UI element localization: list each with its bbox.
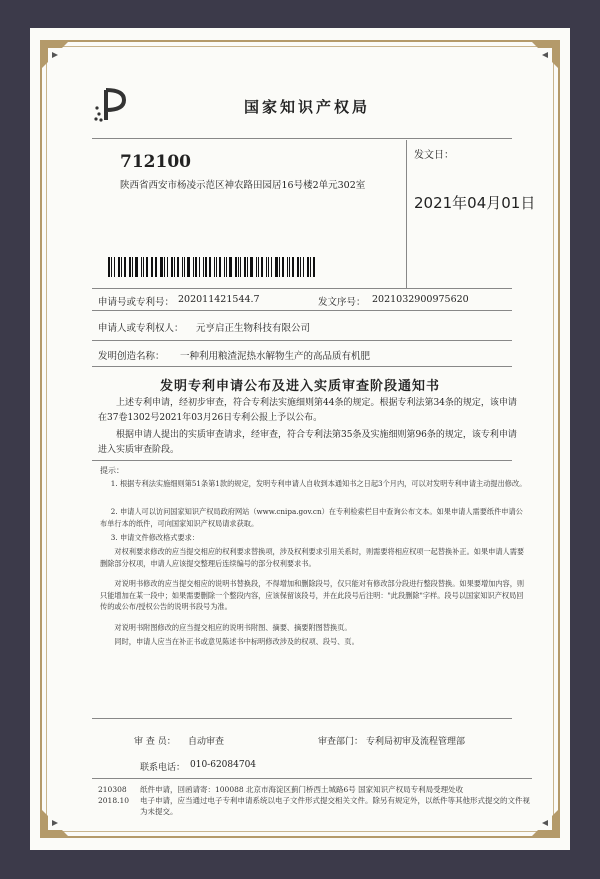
notice-title: 发明专利申请公布及进入实质审查阶段通知书 [159, 379, 440, 394]
barcode-bar [182, 257, 184, 277]
barcode-bar [174, 257, 175, 277]
send-date: 2021年04月01日 [414, 194, 536, 212]
send-date-label: 发文日： [414, 150, 454, 161]
barcode-bar [310, 257, 311, 277]
corner-ornament-icon [530, 40, 560, 70]
examiner-label: 审 查 员： [134, 737, 176, 747]
barcode-bar [307, 257, 309, 277]
recipient-address: 陕西省西安市杨凌示范区神农路田园居16号楼2单元302室 [120, 180, 366, 191]
barcode-bar [146, 257, 148, 277]
barcode-bar [141, 257, 142, 277]
barcode-bar [167, 257, 168, 277]
applicant-label: 申请人或专利权人： [98, 323, 184, 334]
tip-item: 同时，申请人应当在补正书或意见陈述书中标明修改涉及的权项、段号、页。 [114, 637, 359, 646]
barcode-bar [214, 257, 215, 277]
document-number-label: 发文序号： [318, 297, 366, 308]
tip-item: 对说明书附图修改的应当提交相应的说明书附图、摘要、摘要附图替换页。 [114, 623, 352, 632]
tip-item: 2. 申请人可以访问国家知识产权局政府网站（www.cnipa.gov.cn）在专利检索栏目中查询公布文本。如果申请人需要纸件申请公布单行本的纸件，可向国家知识产权局请求获取。 [100, 507, 523, 528]
corner-ornament-icon [40, 40, 70, 70]
barcode-bar [195, 257, 197, 277]
barcode-bar [256, 257, 257, 277]
divider [92, 460, 512, 461]
barcode-bar [287, 257, 288, 277]
barcode-bar [240, 257, 241, 277]
footer-electronic-filing: 电子申请，应当通过电子专利申请系统以电子文件形式提交相关文件。除另有规定外，以纸件等其他形式提交的文件视为未提交。 [140, 796, 530, 816]
corner-ornament-icon [40, 808, 70, 838]
barcode-bar [282, 257, 284, 277]
application-number: 202011421544.7 [178, 294, 260, 305]
examiner-name: 自动审查 [188, 737, 225, 747]
barcode-bar [266, 257, 268, 277]
form-code: 210308 [98, 785, 127, 794]
barcode-bar [271, 257, 272, 277]
document-number: 2021032900975620 [372, 294, 469, 305]
barcode-bar [313, 257, 315, 277]
barcode-bar [275, 257, 278, 277]
tip-item: 3. 申请文件修改格式要求： [110, 533, 200, 542]
divider [92, 138, 512, 139]
barcode-bar [108, 257, 110, 277]
notice-paragraph-publication: 上述专利申请，经初步审查，符合专利法实施细则第44条的规定。根据专利法第34条的规定，该申请在37卷1302号2021年03月26日专利公报上予以公布。 [98, 398, 517, 423]
barcode-bar [244, 257, 246, 277]
applicant-name: 元亨启正生物科技有限公司 [196, 323, 311, 334]
barcode-bar [203, 257, 204, 277]
barcode-bar [151, 257, 152, 277]
barcode-bar [292, 257, 294, 277]
barcode-bar [235, 257, 237, 277]
barcode-bar [279, 257, 280, 277]
barcode-bar [216, 257, 217, 277]
barcode-bar [111, 257, 112, 277]
invention-label: 发明创造名称： [98, 351, 165, 362]
barcode-bar [297, 257, 300, 277]
barcode-bar [160, 257, 163, 277]
divider [92, 310, 512, 311]
tips-label: 提示： [100, 466, 124, 475]
barcode-bar [199, 257, 200, 277]
department-name: 专利局初审及流程管理部 [366, 737, 466, 747]
cnipa-logo-icon [92, 86, 130, 124]
barcode-bar [164, 257, 165, 277]
barcode-bar [143, 257, 144, 277]
barcode-bar [289, 257, 290, 277]
barcode-bar [193, 257, 194, 277]
barcode-bar [258, 257, 259, 277]
barcode-bar [187, 257, 190, 277]
barcode-bar [184, 257, 185, 277]
tip-item: 对说明书修改的应当提交相应的说明书替换段，不得增加和删除段号，仅只能对有修改部分段进行整段替换。如果要增加内容，则只能增加在某一段中；如果需要删除一个整段内容，应该保留该段号，并在此段号后注明："此段删除"字样。段号以国家知识产权局回传的或公布/授权公告的说明书段号为准。 [100, 579, 525, 611]
barcode-bar [121, 257, 122, 277]
barcode-bar [129, 257, 131, 277]
barcode-bar [219, 257, 221, 277]
phone-label: 联系电话： [140, 763, 186, 773]
form-version: 2018.10 [98, 796, 130, 805]
barcode-bar [229, 257, 232, 277]
tip-item: 对权利要求修改的应当提交相应的权利要求替换项，涉及权利要求引用关系时，则需要将相应权项一起替换补正。如果申请人需要删除部分权项，申请人应该提交整理后连续编号的部分权利要求书。 [100, 547, 525, 568]
barcode-bar [226, 257, 227, 277]
phone-number: 010-62084704 [190, 760, 257, 770]
divider [406, 140, 407, 288]
divider [92, 340, 512, 341]
barcode-bar [209, 257, 211, 277]
barcode-bar [303, 257, 304, 277]
divider [92, 288, 512, 289]
barcode [108, 257, 318, 277]
barcode-bar [238, 257, 239, 277]
barcode-bar [205, 257, 208, 277]
invention-name: 一种利用粮渣泥热水解物生产的高品质有机肥 [180, 351, 371, 362]
barcode-bar [224, 257, 225, 277]
department-label: 审查部门： [318, 737, 364, 747]
divider [92, 778, 532, 779]
barcode-bar [300, 257, 301, 277]
divider [92, 366, 512, 367]
barcode-bar [171, 257, 173, 277]
application-number-label: 申请号或专利号： [98, 297, 175, 308]
barcode-bar [155, 257, 157, 277]
barcode-bar [132, 257, 133, 277]
barcode-bar [247, 257, 248, 277]
office-name: 国家知识产权局 [244, 98, 371, 116]
barcode-bar [261, 257, 263, 277]
footer-paper-filing: 纸件申请，回函请寄：100088 北京市海淀区蓟门桥西土城路6号 国家知识产权局专利局受理处收 [140, 785, 464, 794]
barcode-bar [152, 257, 153, 277]
divider [92, 718, 512, 719]
corner-ornament-icon [530, 808, 560, 838]
notice-paragraph-examination: 根据申请人提出的实质审查请求，经审查，符合专利法第35条及实施细则第96条的规定，该专利申请进入实质审查阶段。 [98, 430, 517, 455]
barcode-bar [250, 257, 253, 277]
barcode-bar [114, 257, 115, 277]
postcode: 712100 [120, 152, 191, 172]
barcode-bar [177, 257, 179, 277]
barcode-bar [135, 257, 138, 277]
barcode-bar [268, 257, 269, 277]
barcode-bar [118, 257, 121, 277]
barcode-bar [124, 257, 126, 277]
tip-item: 1. 根据专利法实施细则第51条第1款的规定，发明专利申请人自收到本通知书之日起3个月内，可以对发明专利申请主动提出修改。 [110, 479, 527, 488]
